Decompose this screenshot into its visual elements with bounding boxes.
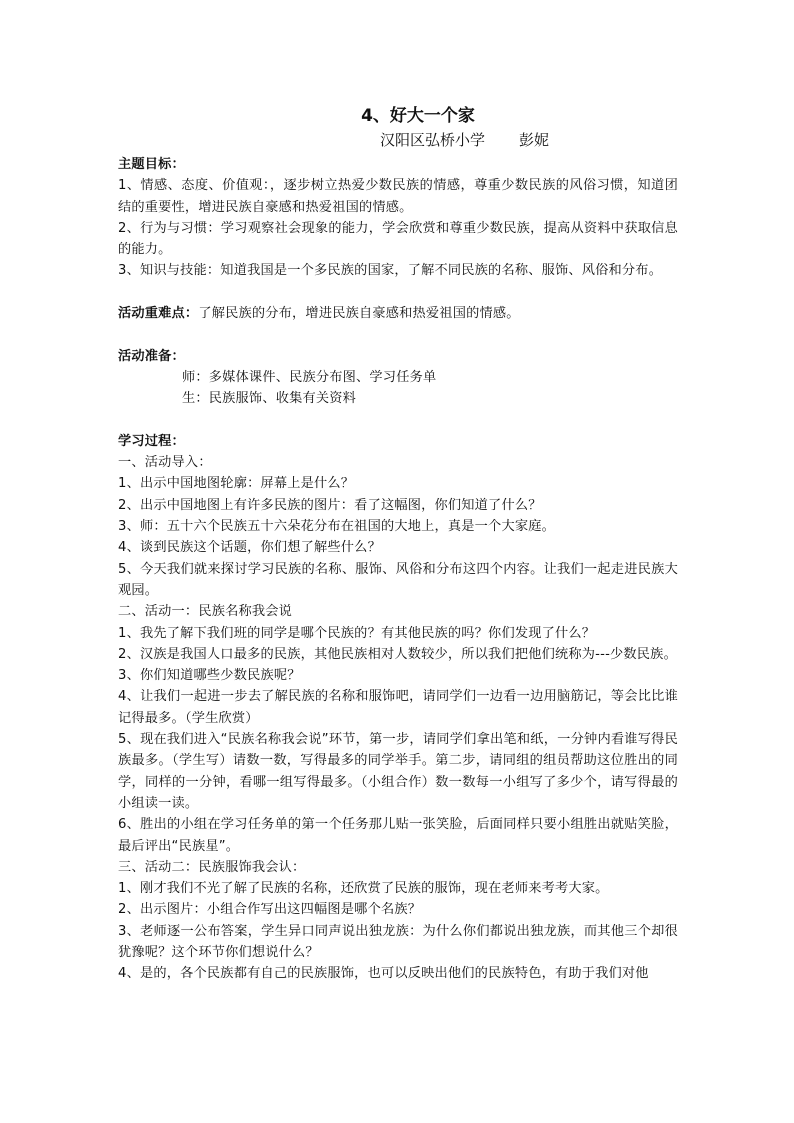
process-item: 6、胜出的小组在学习任务单的第一个任务那儿贴一张笑脸，后面同样只要小组胜出就贴笑脸，最后评出“民族星”。	[118, 817, 678, 854]
preparation-teacher: 师：多媒体课件、民族分布图、学习任务单	[182, 369, 437, 385]
goal-item: 3、知识与技能：知道我国是一个多民族的国家，了解不同民族的名称、服饰、风俗和分布。	[118, 263, 663, 279]
process-item: 4、让我们一起进一步去了解民族的名称和服饰吧，请同学们一边看一边用脑筋记，等会比比谁记得最多。（学生欣赏）	[118, 689, 678, 726]
preparation-heading: 活动准备：	[118, 348, 185, 364]
key-points-text: 了解民族的分布，增进民族自豪感和热爱祖国的情感。	[198, 306, 520, 322]
blank-line	[118, 282, 678, 303]
blank-line	[118, 324, 678, 345]
process-item: 2、汉族是我国人口最多的民族，其他民族相对人数较少，所以我们把他们统称为---少数民族。	[118, 646, 677, 662]
process-item: 1、我先了解下我们班的同学是哪个民族的？有其他民族的吗？你们发现了什么？	[118, 625, 596, 641]
process-item: 5、今天我们就来探讨学习民族的名称、服饰、风俗和分布这四个内容。让我们一起走进民族大观园。	[118, 561, 678, 598]
key-points-heading: 活动重难点：	[118, 306, 199, 322]
section-title: 一、活动导入：	[118, 455, 212, 471]
process-item: 4、谈到民族这个话题，你们想了解些什么？	[118, 540, 381, 556]
process-item: 2、出示中国地图上有许多民族的图片：看了这幅图，你们知道了什么？	[118, 497, 542, 513]
process-item: 3、师：五十六个民族五十六朵花分布在祖国的大地上，真是一个大家庭。	[118, 519, 555, 535]
preparation-student: 生：民族服饰、收集有关资料	[182, 391, 357, 407]
key-points	[118, 303, 678, 324]
section-title: 三、活动二：民族服饰我会认：	[118, 859, 306, 875]
goal-item: 1、情感、态度、价值观：，逐步树立热爱少数民族的情感，尊重少数民族的风俗习惯，知道团结的重要性，增进民族自豪感和热爱祖国的情感。	[118, 178, 678, 215]
goals-heading: 主题目标：	[118, 157, 185, 172]
document-page	[118, 104, 678, 985]
process-item: 1、出示中国地图轮廓：屏幕上是什么？	[118, 476, 355, 492]
process-item: 4、是的，各个民族都有自己的民族服饰，也可以反映出他们的民族特色，有助于我们对他	[118, 966, 649, 982]
goal-item: 2、行为与习惯：学习观察社会现象的能力，学会欣赏和尊重少数民族，提高从资料中获取信息的能力。	[118, 220, 678, 258]
document-title: 4、好大一个家	[361, 106, 475, 126]
process-heading: 学习过程：	[118, 433, 185, 449]
school-name: 汉阳区弘桥小学	[380, 131, 486, 149]
process-item: 5、现在我们进入“民族名称我会说”环节，第一步，请同学们拿出笔和纸，一分钟内看谁写得民族最多。（学生写）请数一数，写得最多的同学举手。第二步，请同组的组员帮助这位胜出的同学，同样的一分钟，看哪一组写得最多。（小组合作）数一数每一小组写了多少个，请写得最的小组读一读。	[118, 732, 678, 811]
section-title: 二、活动一：民族名称我会说	[118, 604, 293, 620]
process-item: 1、刚才我们不光了解了民族的名称，还欣赏了民族的服饰，现在老师来考考大家。	[118, 881, 609, 897]
author-name: 彭妮	[519, 131, 550, 149]
process-item: 2、出示图片：小组合作写出这四幅图是哪个名族？	[118, 902, 422, 918]
process-item: 3、老师逐一公布答案，学生异口同声说出独龙族：为什么你们都说出独龙族，而其他三个却很犹豫呢？这个环节你们想说什么？	[118, 923, 678, 960]
blank-line	[118, 410, 678, 431]
process-item: 3、你们知道哪些少数民族呢？	[118, 668, 301, 684]
author-line	[118, 130, 678, 154]
